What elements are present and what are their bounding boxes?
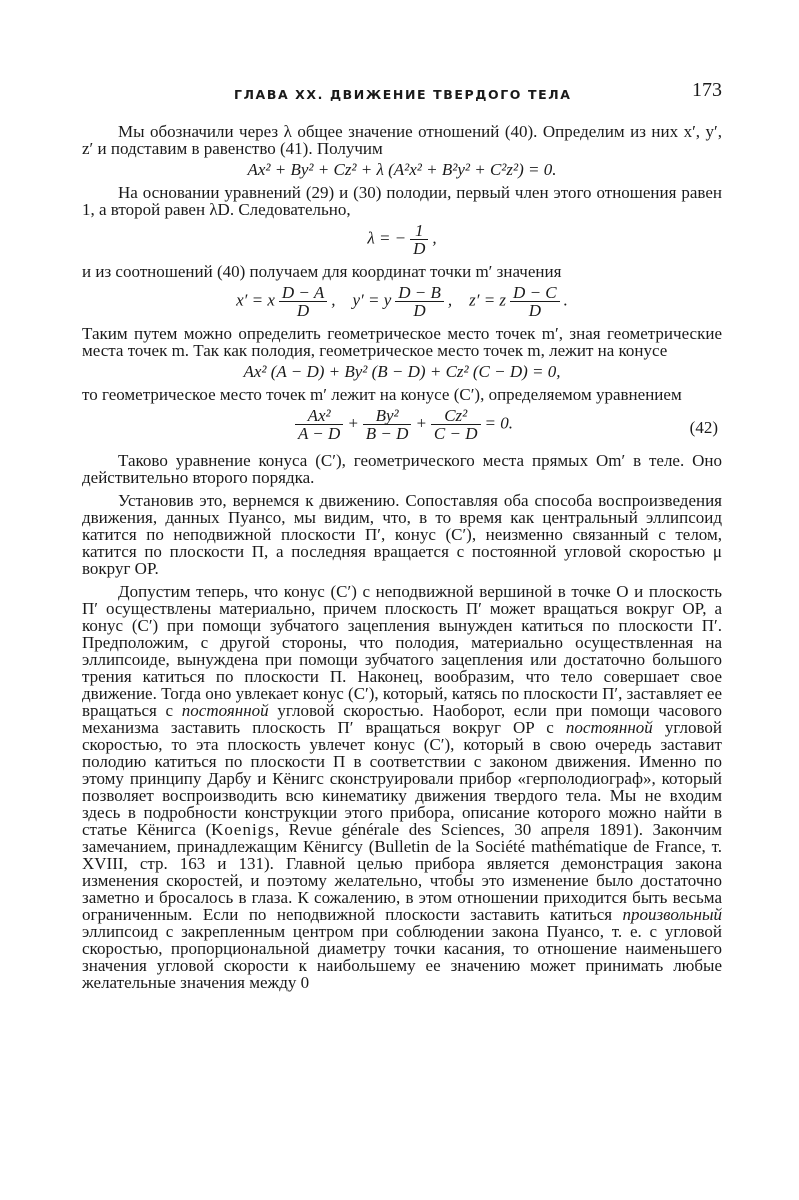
eq3-z-fraction <box>510 284 560 319</box>
eq3-z-den: D <box>528 301 541 320</box>
p8-spaced-name: Koenigs <box>211 820 275 839</box>
eq2-denominator: D <box>413 239 426 258</box>
eq42-den-2: B − D <box>365 424 409 443</box>
paragraph-1: Мы обозначили через λ общее значение отношений (40). Определим из них x′, y′, z′ и подставим в равенство (41). Получим <box>82 122 722 158</box>
page-header <box>82 79 722 108</box>
paragraph-2: На основании уравнений (29) и (30) полодии, первый член этого отношения равен 1, а второй равен λD. Следовательно, <box>82 183 722 219</box>
paragraph-3: и из соотношений (40) получаем для координат точки m′ значения <box>82 262 562 281</box>
eq42-end: = 0. <box>484 413 513 433</box>
eq3-y-fraction <box>395 284 444 319</box>
eq42-num-2: By² <box>363 407 412 425</box>
equation-3 <box>82 284 722 319</box>
equation-number: (42) <box>689 418 718 437</box>
eq3-sep2: , <box>447 290 453 310</box>
eq3-z-lhs: z′ = z <box>469 290 507 310</box>
equation-4: Ax² (A − D) + By² (B − D) + Cz² (C − D) = 0, <box>243 362 561 381</box>
eq3-y-den: D <box>413 301 426 320</box>
page-number: 173 <box>692 79 722 101</box>
eq42-plus-1: + <box>347 413 359 433</box>
eq2-lhs: λ = − <box>367 228 407 248</box>
eq3-end: . <box>563 290 568 310</box>
eq3-z-num: D − C <box>510 284 560 302</box>
eq42-den-1: A − D <box>297 424 341 443</box>
eq2-fraction <box>410 222 428 257</box>
text-body <box>82 123 722 991</box>
eq3-sep1: , <box>331 290 336 310</box>
eq3-y-num: D − B <box>395 284 444 302</box>
equation-42 <box>82 407 722 442</box>
p8-text-4: , Revue générale des Sciences, 30 апреля 1891). Закончим замечанием, принадлежащим Кёнигсу (Bulletin de la Société mathématique de France, т. XVIII, стр. 163 и 131). Главной целью прибора является демонстрация закона изменения скоростей, и поэтому желательно, чтобы это изменение было достаточно заметно и бросалось в глаза. К сожалению, в этом отношении приходится быть весьма ограниченным. Если по неподвижной плоскости заставить катиться <box>82 820 722 924</box>
paragraph-6: Таково уравнение конуса (C′), геометрического места прямых Om′ в теле. Оно действительно второго порядка. <box>82 451 722 487</box>
eq3-y-lhs: y′ = y <box>352 290 392 310</box>
eq42-plus-2: + <box>415 413 427 433</box>
equation-1: Ax² + By² + Cz² + λ (A²x² + B²y² + C²z²) = 0. <box>247 160 557 179</box>
eq3-x-fraction <box>279 284 327 319</box>
eq3-x-lhs: x′ = x <box>236 290 275 310</box>
eq42-num-3: Cz² <box>431 407 481 425</box>
p8-italic-3: произвольный <box>622 905 722 924</box>
eq2-numerator: 1 <box>410 222 428 240</box>
eq42-den-3: C − D <box>433 424 478 443</box>
p8-italic-2: постоянной <box>565 718 653 737</box>
eq3-x-num: D − A <box>279 284 327 302</box>
eq2-tail: , <box>432 228 437 248</box>
eq42-num-1: Ax² <box>295 407 343 425</box>
p8-text-3: угловой скоростью, то эта плоскость увлечет конус (C′), который в свою очередь заставит полодию катиться по плоскости Π в соответствии с законом движения. Именно по этому принципу Дарбу и Кёнигс сконструировали прибор «герполодиограф», который позволяет воспроизводить всю кинематику движения твердого тела. Мы не входим здесь в подробности конструкции этого прибора, описание которого можно найти в статье Кёнигса ( <box>82 718 722 839</box>
paragraph-7: Установив это, вернемся к движению. Сопоставляя оба способа воспроизведения движения, данных Пуансо, мы видим, что, в то время как центральный эллипсоид катится по неподвижной плоскости Π′, конус (C′), неизменно связанный с телом, катится по плоскости Π, а последняя вращается с постоянной угловой скоростью μ вокруг OP. <box>82 491 722 578</box>
eq42-frac-1 <box>295 407 343 442</box>
eq42-frac-3 <box>431 407 481 442</box>
paragraph-8 <box>82 583 722 991</box>
paragraph-4: Таким путем можно определить геометрическое место точек m′, зная геометрические места точек m. Так как полодия, геометрическое место точек m, лежит на конусе <box>82 324 722 360</box>
p8-text-5: эллипсоид с закрепленным центром при соблюдении закона Пуансо, т. е. с угловой скоростью, пропорциональной диаметру точки касания, то отношение наименьшего значения угловой скорости к наибольшему ее значению может принимать любые желательные значения между 0 <box>82 922 722 992</box>
eq3-x-den: D <box>296 301 310 320</box>
eq42-frac-2 <box>363 407 412 442</box>
p8-text-1: Допустим теперь, что конус (C′) с неподвижной вершиной в точке O и плоскость Π′ осуществлены материально, причем плоскость Π′ может вращаться вокруг OP, а конус (C′) при помощи зубчатого зацепления вынужден катиться по плоскости Π′. Предположим, с другой стороны, что полодия, материально осуществленная на эллипсоиде, вынуждена при помощи зубчатого зацепления или достаточно большого трения катиться по плоскости Π. Наконец, вообразим, что тело совершает свое движение. Тогда оно увлекает конус (C′), который, катясь по плоскости Π′, заставляет ее вращаться с <box>82 582 722 720</box>
p8-italic-1: постоянной <box>181 701 269 720</box>
p8-text-2: угловой скоростью. Наоборот, если при помощи часового механизма заставить плоскость Π′ вращаться вокруг OP с <box>82 701 723 737</box>
equation-2 <box>82 222 722 257</box>
running-head: ГЛАВА XX. ДВИЖЕНИЕ ТВЕРДОГО ТЕЛА <box>234 87 572 102</box>
paragraph-5: то геометрическое место точек m′ лежит на конусе (C′), определяемом уравнением <box>82 385 682 404</box>
